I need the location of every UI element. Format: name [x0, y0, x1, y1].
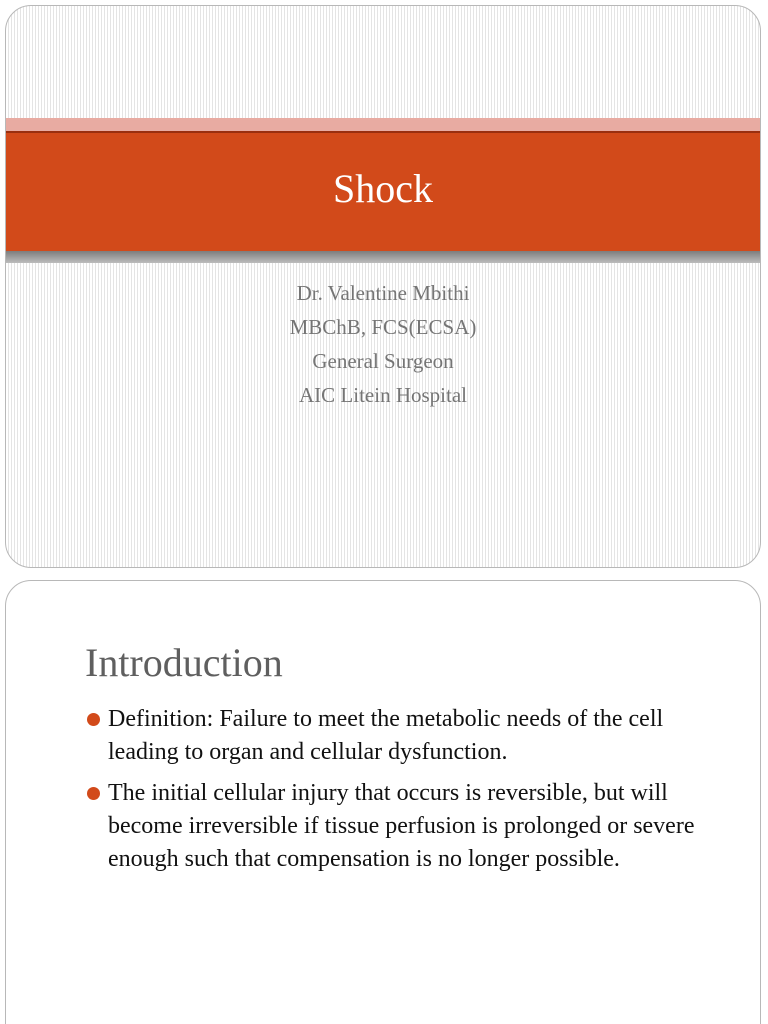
bullet-item: [85, 777, 725, 876]
bullet-item: [85, 703, 725, 769]
slide-subtitle: [6, 276, 760, 412]
author-name: Dr. Valentine Mbithi: [296, 281, 470, 305]
author-qualifications: MBChB, FCS(ECSA): [289, 315, 477, 339]
title-slide: [5, 5, 761, 568]
bullet-text: Definition: Failure to meet the metabolic needs of the cell leading to organ and cellular dysfunction.: [108, 706, 664, 765]
author-role: General Surgeon: [312, 349, 454, 373]
title-band-shadow: [6, 251, 760, 263]
content-slide: [5, 580, 761, 1024]
slide-heading: Introduction: [85, 640, 283, 685]
title-band-highlight: [6, 118, 760, 131]
bullet-text: The initial cellular injury that occurs is reversible, but will become irreversible if tissue perfusion is prolonged or severe enough such that compensation is no longer possible.: [108, 780, 695, 872]
author-hospital: AIC Litein Hospital: [299, 383, 467, 407]
slide-title: Shock: [333, 166, 433, 211]
title-band: [6, 131, 760, 251]
bullet-dot-icon: [87, 787, 100, 800]
bullet-list: [85, 703, 725, 884]
bullet-dot-icon: [87, 713, 100, 726]
